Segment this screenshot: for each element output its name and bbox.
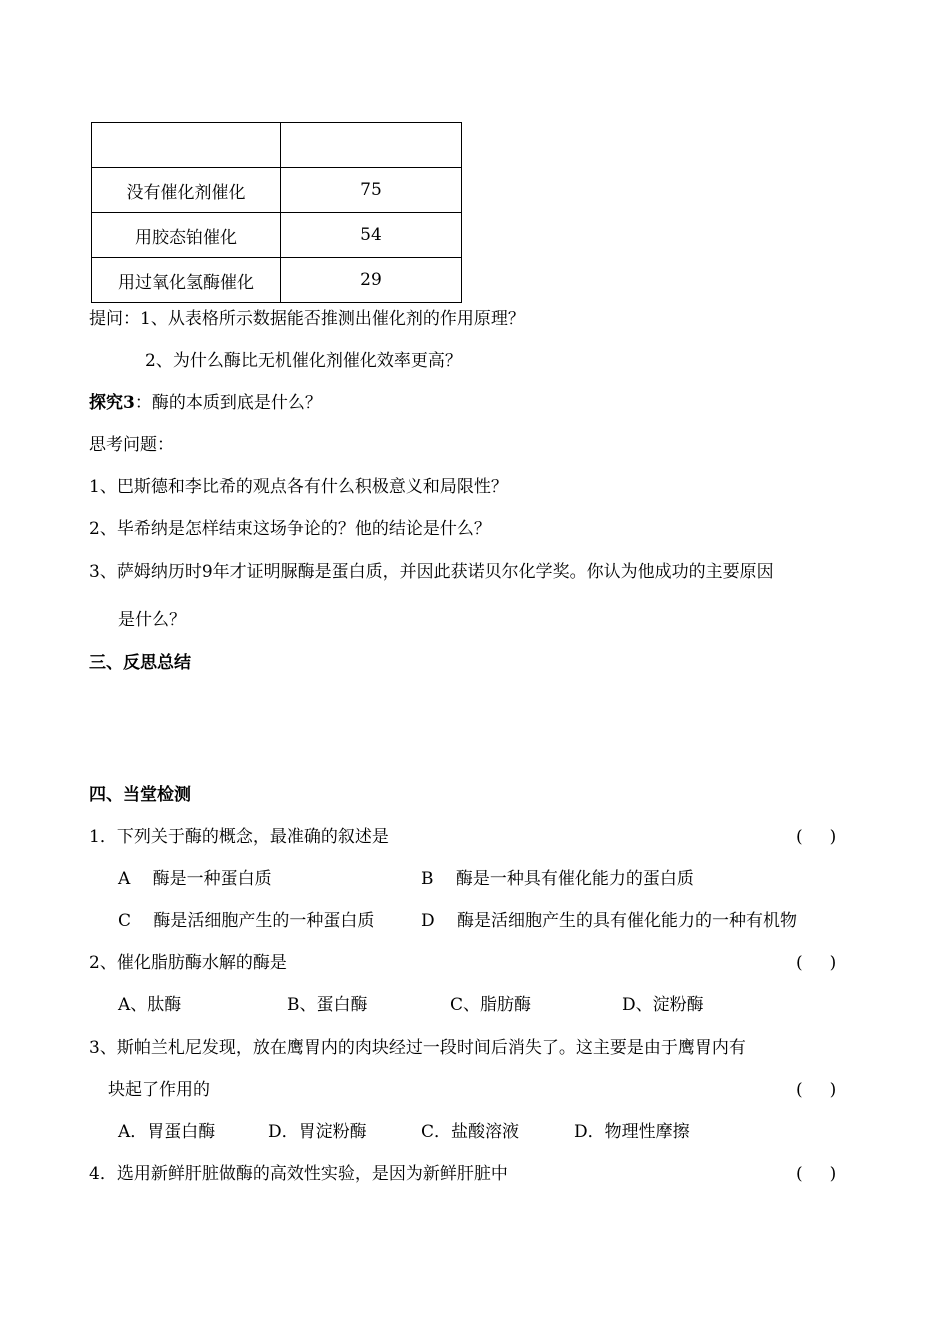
- section-reflection: 三、反思总结: [89, 653, 191, 673]
- think-item: 2、毕希纳是怎样结束这场争论的？他的结论是什么？: [89, 519, 491, 539]
- answer-blank: ( ): [796, 827, 837, 847]
- q1-stem: 1．下列关于酶的概念，最准确的叙述是: [89, 827, 389, 847]
- q1-option-a: A 酶是一种蛋白质: [118, 869, 272, 889]
- explore-3: [89, 392, 322, 414]
- table-row: [92, 123, 462, 168]
- section-test: 四、当堂检测: [89, 785, 191, 805]
- table-cell: 75: [281, 168, 462, 213]
- table-row: [92, 258, 462, 303]
- table-row: [92, 168, 462, 213]
- q1-option-d: D 酶是活细胞产生的具有催化能力的一种有机物: [421, 911, 798, 931]
- table-cell: 54: [281, 213, 462, 258]
- q3-option-d: D．物理性摩擦: [574, 1122, 690, 1142]
- think-item: 3、萨姆纳历时9年才证明脲酶是蛋白质，并因此获诺贝尔化学奖。你认为他成功的主要原因: [89, 562, 774, 582]
- q2-option-a: A、肽酶: [118, 995, 182, 1015]
- catalysis-data-table: [91, 122, 462, 303]
- table-row: [92, 213, 462, 258]
- q3-option-c: C．盐酸溶液: [421, 1122, 520, 1142]
- table-cell: [281, 123, 462, 168]
- q3-option-a: A．胃蛋白酶: [118, 1122, 216, 1142]
- think-item: 1、巴斯德和李比希的观点各有什么积极意义和局限性？: [89, 477, 508, 497]
- table-cell: 没有催化剂催化: [92, 168, 281, 213]
- q3-stem-cont: 块起了作用的: [108, 1080, 210, 1100]
- q3-stem: 3、斯帕兰札尼发现，放在鹰胃内的肉块经过一段时间后消失了。这主要是由于鹰胃内有: [89, 1038, 746, 1058]
- q1-option-b: B 酶是一种具有催化能力的蛋白质: [421, 869, 694, 889]
- think-title: 思考问题：: [89, 435, 174, 455]
- table-cell: 用胶态铂催化: [92, 213, 281, 258]
- answer-blank: ( ): [796, 1164, 837, 1184]
- think-item: 是什么？: [118, 610, 186, 630]
- q2-option-d: D、淀粉酶: [622, 995, 704, 1015]
- question-intro: 提问：1、从表格所示数据能否推测出催化剂的作用原理？: [89, 309, 525, 329]
- table-cell: 29: [281, 258, 462, 303]
- q2-option-c: C、脂肪酶: [450, 995, 532, 1015]
- answer-blank: ( ): [796, 953, 837, 973]
- q3-option-b: D．胃淀粉酶: [268, 1122, 367, 1142]
- explore-3-label: 探究3: [89, 393, 135, 413]
- q2-stem: 2、催化脂肪酶水解的酶是: [89, 953, 287, 973]
- table-cell: 用过氧化氢酶催化: [92, 258, 281, 303]
- answer-blank: ( ): [796, 1080, 837, 1100]
- explore-3-text: ：酶的本质到底是什么？: [134, 393, 322, 413]
- q1-option-c: C 酶是活细胞产生的一种蛋白质: [118, 911, 375, 931]
- table-cell: [92, 123, 281, 168]
- q2-option-b: B、蛋白酶: [287, 995, 368, 1015]
- q4-stem: 4．选用新鲜肝脏做酶的高效性实验，是因为新鲜肝脏中: [89, 1164, 508, 1184]
- question-2: 2、为什么酶比无机催化剂催化效率更高？: [145, 351, 462, 371]
